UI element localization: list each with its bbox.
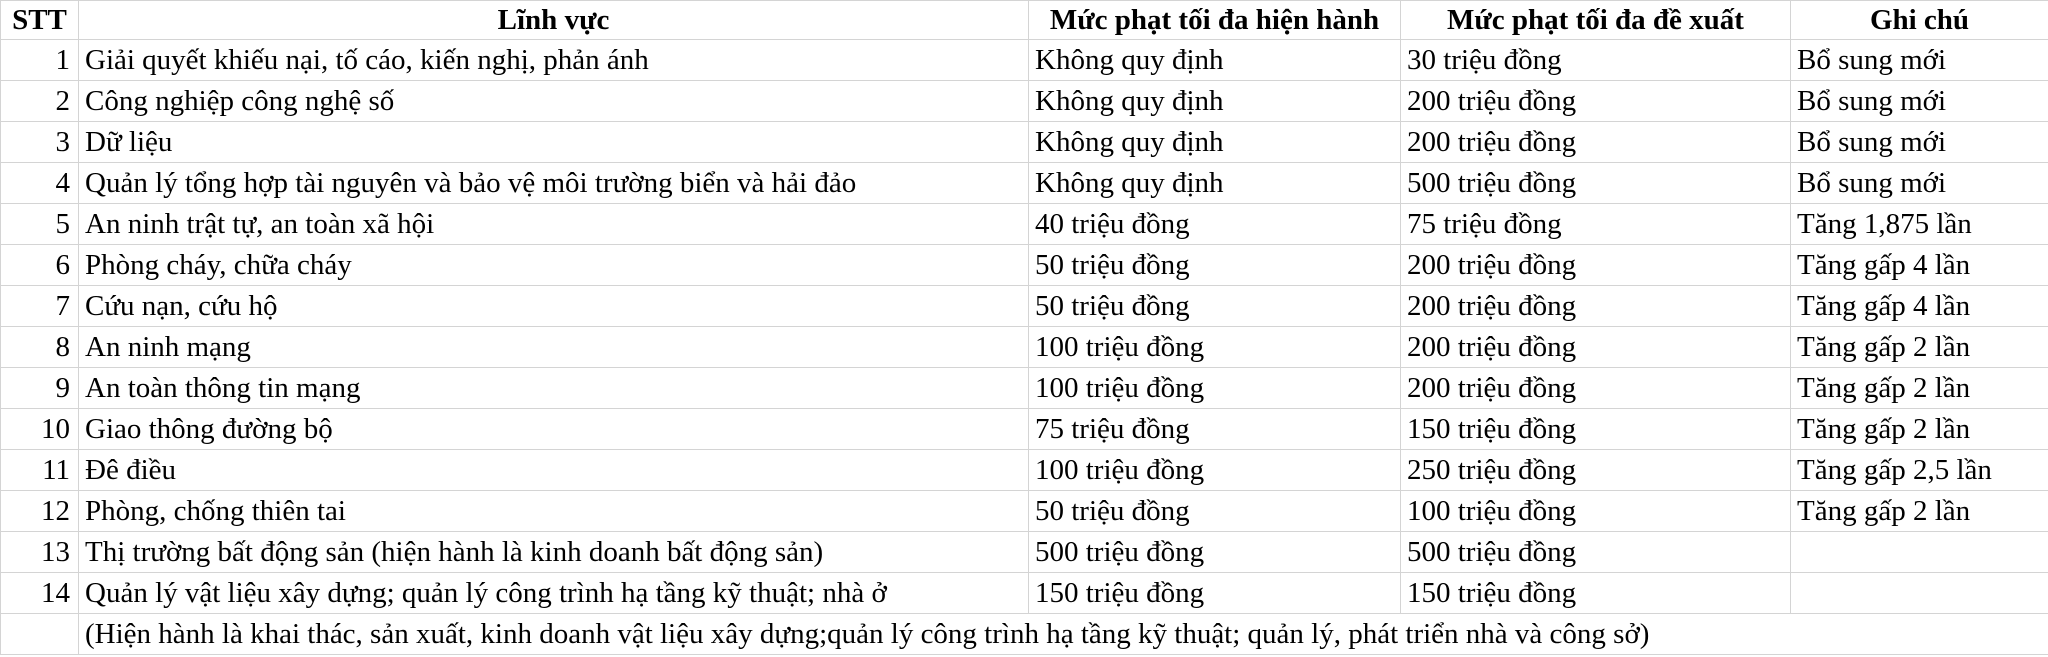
cell-stt: 12 bbox=[1, 491, 79, 532]
cell-note: Bổ sung mới bbox=[1791, 40, 2048, 81]
cell-field: Phòng, chống thiên tai bbox=[79, 491, 1029, 532]
cell-stt: 6 bbox=[1, 245, 79, 286]
cell-proposed-penalty: 500 triệu đồng bbox=[1401, 532, 1791, 573]
cell-stt: 8 bbox=[1, 327, 79, 368]
cell-proposed-penalty: 100 triệu đồng bbox=[1401, 491, 1791, 532]
cell-stt: 9 bbox=[1, 368, 79, 409]
table-row bbox=[1, 245, 2048, 286]
cell-note: Tăng gấp 2 lần bbox=[1791, 491, 2048, 532]
cell-stt: 11 bbox=[1, 450, 79, 491]
cell-stt-empty bbox=[1, 614, 79, 655]
cell-note: Bổ sung mới bbox=[1791, 81, 2048, 122]
table-row bbox=[1, 286, 2048, 327]
cell-field: Quản lý vật liệu xây dựng; quản lý công trình hạ tầng kỹ thuật; nhà ở bbox=[79, 573, 1029, 614]
table-row bbox=[1, 491, 2048, 532]
cell-note: Tăng gấp 2 lần bbox=[1791, 409, 2048, 450]
cell-field: Thị trường bất động sản (hiện hành là kinh doanh bất động sản) bbox=[79, 532, 1029, 573]
cell-current-penalty: Không quy định bbox=[1029, 40, 1401, 81]
header-stt: STT bbox=[1, 1, 79, 40]
cell-proposed-penalty: 200 triệu đồng bbox=[1401, 368, 1791, 409]
table-header-row bbox=[1, 1, 2048, 40]
cell-note: Bổ sung mới bbox=[1791, 163, 2048, 204]
cell-field: Đê điều bbox=[79, 450, 1029, 491]
cell-field: Giải quyết khiếu nại, tố cáo, kiến nghị, phản ánh bbox=[79, 40, 1029, 81]
cell-current-penalty: 150 triệu đồng bbox=[1029, 573, 1401, 614]
cell-field: Dữ liệu bbox=[79, 122, 1029, 163]
table-row bbox=[1, 40, 2048, 81]
cell-field: Cứu nạn, cứu hộ bbox=[79, 286, 1029, 327]
cell-current-penalty: Không quy định bbox=[1029, 122, 1401, 163]
table-row bbox=[1, 81, 2048, 122]
cell-field: Công nghiệp công nghệ số bbox=[79, 81, 1029, 122]
cell-note: Tăng gấp 2 lần bbox=[1791, 368, 2048, 409]
table-row bbox=[1, 327, 2048, 368]
table-row bbox=[1, 450, 2048, 491]
cell-proposed-penalty: 150 triệu đồng bbox=[1401, 409, 1791, 450]
cell-current-penalty: Không quy định bbox=[1029, 163, 1401, 204]
cell-current-penalty: 100 triệu đồng bbox=[1029, 450, 1401, 491]
cell-stt: 14 bbox=[1, 573, 79, 614]
table-row bbox=[1, 368, 2048, 409]
cell-current-penalty: Không quy định bbox=[1029, 81, 1401, 122]
table-row bbox=[1, 163, 2048, 204]
table-row-continuation bbox=[1, 614, 2048, 655]
cell-note bbox=[1791, 573, 2048, 614]
cell-field: Phòng cháy, chữa cháy bbox=[79, 245, 1029, 286]
cell-stt: 2 bbox=[1, 81, 79, 122]
table-row bbox=[1, 573, 2048, 614]
cell-note: Tăng gấp 4 lần bbox=[1791, 286, 2048, 327]
cell-stt: 7 bbox=[1, 286, 79, 327]
cell-proposed-penalty: 200 triệu đồng bbox=[1401, 122, 1791, 163]
cell-current-penalty: 100 triệu đồng bbox=[1029, 368, 1401, 409]
cell-proposed-penalty: 200 triệu đồng bbox=[1401, 81, 1791, 122]
cell-field: Quản lý tổng hợp tài nguyên và bảo vệ môi trường biển và hải đảo bbox=[79, 163, 1029, 204]
table-body bbox=[1, 40, 2048, 655]
cell-field: An ninh mạng bbox=[79, 327, 1029, 368]
cell-note: Tăng gấp 4 lần bbox=[1791, 245, 2048, 286]
cell-continuation-note: (Hiện hành là khai thác, sản xuất, kinh doanh vật liệu xây dựng;quản lý công trình hạ tầng kỹ thuật; quản lý, phát triển nhà và công sở) bbox=[79, 614, 2048, 655]
cell-proposed-penalty: 75 triệu đồng bbox=[1401, 204, 1791, 245]
cell-proposed-penalty: 150 triệu đồng bbox=[1401, 573, 1791, 614]
cell-note: Bổ sung mới bbox=[1791, 122, 2048, 163]
table-row bbox=[1, 409, 2048, 450]
cell-current-penalty: 500 triệu đồng bbox=[1029, 532, 1401, 573]
cell-current-penalty: 50 triệu đồng bbox=[1029, 245, 1401, 286]
cell-current-penalty: 50 triệu đồng bbox=[1029, 286, 1401, 327]
cell-proposed-penalty: 200 triệu đồng bbox=[1401, 245, 1791, 286]
cell-note: Tăng gấp 2,5 lần bbox=[1791, 450, 2048, 491]
table-row bbox=[1, 204, 2048, 245]
cell-proposed-penalty: 500 triệu đồng bbox=[1401, 163, 1791, 204]
cell-note bbox=[1791, 532, 2048, 573]
table-row bbox=[1, 122, 2048, 163]
header-field: Lĩnh vực bbox=[79, 1, 1029, 40]
cell-field: An toàn thông tin mạng bbox=[79, 368, 1029, 409]
cell-proposed-penalty: 200 triệu đồng bbox=[1401, 327, 1791, 368]
cell-current-penalty: 50 triệu đồng bbox=[1029, 491, 1401, 532]
cell-stt: 1 bbox=[1, 40, 79, 81]
cell-proposed-penalty: 30 triệu đồng bbox=[1401, 40, 1791, 81]
cell-field: An ninh trật tự, an toàn xã hội bbox=[79, 204, 1029, 245]
cell-stt: 5 bbox=[1, 204, 79, 245]
cell-stt: 10 bbox=[1, 409, 79, 450]
table-row bbox=[1, 532, 2048, 573]
cell-note: Tăng 1,875 lần bbox=[1791, 204, 2048, 245]
cell-current-penalty: 100 triệu đồng bbox=[1029, 327, 1401, 368]
cell-stt: 3 bbox=[1, 122, 79, 163]
header-proposed-penalty: Mức phạt tối đa đề xuất bbox=[1401, 1, 1791, 40]
cell-stt: 4 bbox=[1, 163, 79, 204]
cell-note: Tăng gấp 2 lần bbox=[1791, 327, 2048, 368]
cell-current-penalty: 75 triệu đồng bbox=[1029, 409, 1401, 450]
cell-proposed-penalty: 250 triệu đồng bbox=[1401, 450, 1791, 491]
cell-field: Giao thông đường bộ bbox=[79, 409, 1029, 450]
cell-proposed-penalty: 200 triệu đồng bbox=[1401, 286, 1791, 327]
header-current-penalty: Mức phạt tối đa hiện hành bbox=[1029, 1, 1401, 40]
cell-current-penalty: 40 triệu đồng bbox=[1029, 204, 1401, 245]
header-note: Ghi chú bbox=[1791, 1, 2048, 40]
cell-stt: 13 bbox=[1, 532, 79, 573]
